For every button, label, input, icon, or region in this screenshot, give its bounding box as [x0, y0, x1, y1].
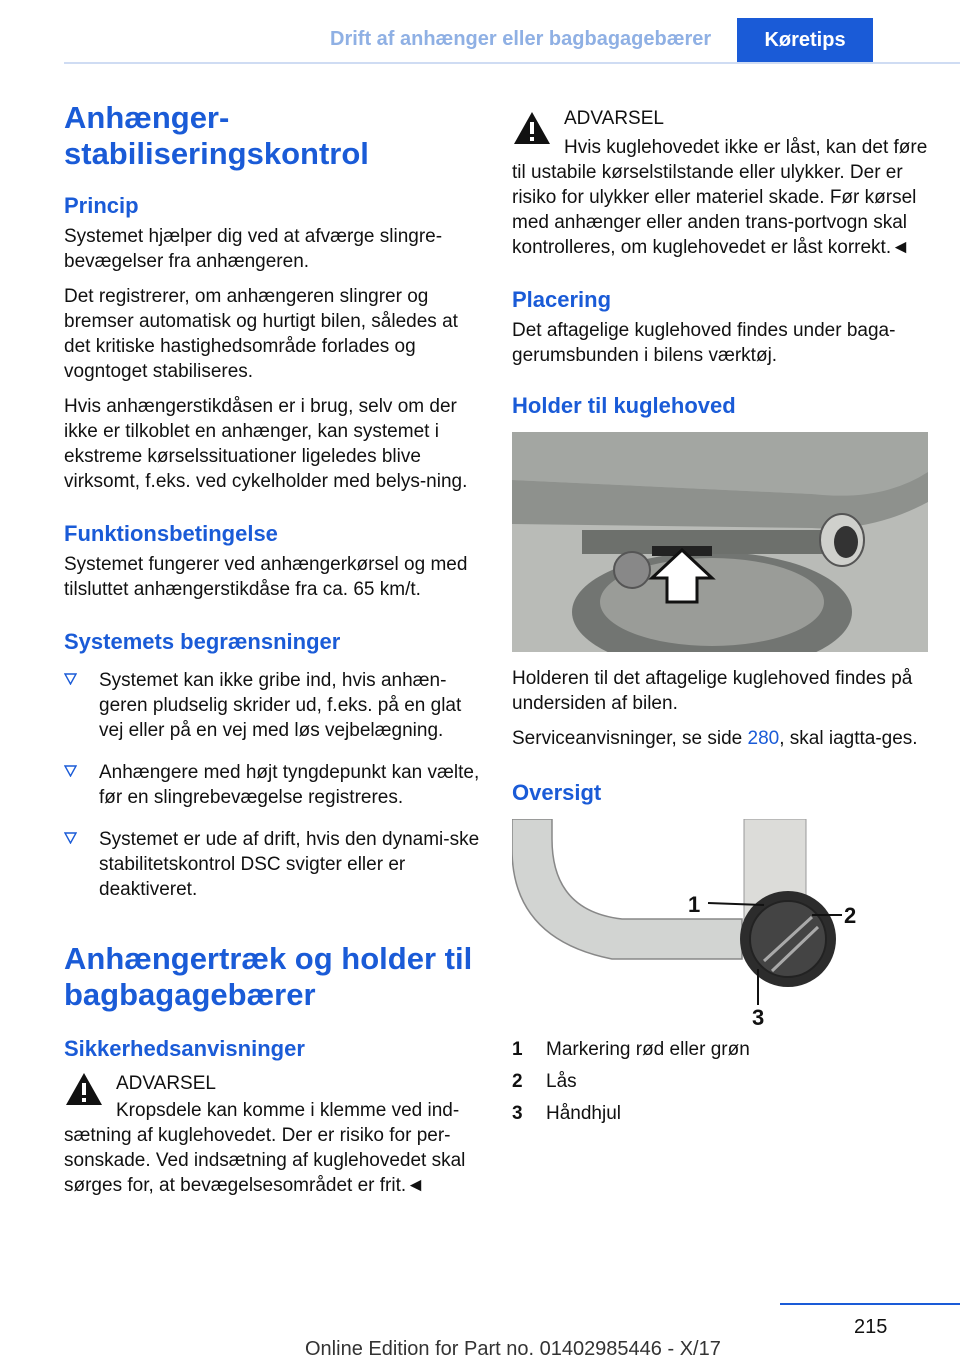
edition-footer: Online Edition for Part no. 01402985446 - X/17	[305, 1338, 721, 1360]
warning-label: ADVARSEL	[116, 1073, 216, 1094]
page-number: 215	[854, 1316, 888, 1338]
section-title-anhaengertraek: Anhængertræk og holder til bagbagagebærer	[64, 941, 473, 1012]
warning-block	[512, 106, 928, 260]
warning-label: ADVARSEL	[564, 108, 664, 129]
list-item: 2 Lås	[512, 1071, 577, 1092]
callout-2: 2	[844, 903, 857, 928]
list-item-text: Systemet er ude af drift, hvis den dynami-ske stabilitetskontrol DSC svigter eller er deaktiveret.	[99, 829, 480, 900]
heading-princip: Princip	[64, 193, 139, 218]
warning-triangle-icon	[512, 110, 552, 146]
right-column	[512, 106, 928, 1133]
left-column	[64, 100, 480, 1198]
list-item-text: Systemet kan ikke gribe ind, hvis anhæn-geren pludselig skrider ud, f.eks. på en glat vej eller på en vej med løs vejbelægning.	[99, 670, 462, 741]
ball-head-holder-image	[512, 432, 928, 652]
princip-paragraph-3: Hvis anhængerstikdåsen er i brug, selv om der ikke er tilkoblet en anhænger, kan systemet i ekstreme kørselssituationer ligeledes blive virksomt, f.eks. ved cykelholder med belys-ning.	[64, 396, 468, 492]
footer-rule	[780, 1303, 960, 1305]
heading-holder: Holder til kuglehoved	[512, 393, 736, 418]
list-item-text: Anhængere med højt tyngdepunkt kan vælte, før en slingrebevægelse registreres.	[99, 762, 480, 808]
triangle-bullet-icon	[64, 673, 77, 685]
holder-paragraph-2: Serviceanvisninger, se side 280, skal iagtta-ges.	[512, 728, 918, 749]
limitations-list	[64, 668, 480, 902]
heading-placering: Placering	[512, 287, 612, 312]
heading-funktionsbetingelse: Funktionsbetingelse	[64, 521, 278, 546]
heading-sikkerhed: Sikkerhedsanvisninger	[64, 1036, 305, 1061]
list-item: 3 Håndhjul	[512, 1103, 621, 1124]
heading-oversigt: Oversigt	[512, 780, 602, 805]
ball-head-overview-image	[512, 819, 928, 1029]
princip-paragraph-2: Det registrerer, om anhængeren slingrer og bremser automatisk og hurtigt bilen, således at det kritiske hastighedsområde forlades og vogntoget stabiliseres.	[64, 286, 458, 382]
header-chapter-tab[interactable]: Køretips	[737, 18, 873, 62]
triangle-bullet-icon	[64, 832, 77, 844]
header-divider	[64, 62, 960, 64]
page-link[interactable]: 280	[747, 728, 780, 749]
header-section-title: Drift af anhænger eller bagbagagebærer	[330, 28, 712, 50]
triangle-bullet-icon	[64, 765, 77, 777]
callout-1: 1	[688, 892, 701, 917]
heading-begraensninger: Systemets begrænsninger	[64, 629, 341, 654]
list-item	[64, 668, 480, 743]
list-item: 1 Markering rød eller grøn	[512, 1039, 750, 1060]
warning-text: Hvis kuglehovedet ikke er låst, kan det føre til ustabile kørselstilstande eller ulykker. Der er risiko for ulykker eller materiel skade. Før kørsel med anhænger eller anden trans-portvogn skal kontrolleres, om kuglehovedet er låst korrekt.◄	[512, 137, 928, 258]
funktion-paragraph: Systemet fungerer ved anhængerkørsel og med tilsluttet anhængerstikdåse fra ca. 65 km/t.	[64, 554, 468, 600]
warning-triangle-icon	[64, 1071, 104, 1107]
placering-paragraph: Det aftagelige kuglehoved findes under baga-gerumsbunden i bilens værktøj.	[512, 320, 896, 366]
section-title-stabilisation: Anhænger- stabiliseringskontrol	[64, 100, 369, 171]
warning-text: Kropsdele kan komme i klemme ved ind-sætning af kuglehovedet. Der er risiko for per-sonskade. Ved indsætning af kuglehovedet skal sørges for, at bevægelsesområdet er frit.◄	[64, 1100, 466, 1196]
holder-paragraph-1: Holderen til det aftagelige kuglehoved findes på undersiden af bilen.	[512, 668, 913, 714]
list-item	[64, 827, 480, 902]
warning-block	[64, 1071, 480, 1198]
princip-paragraph-1: Systemet hjælper dig ved at afværge slingre-bevægelser fra anhængeren.	[64, 226, 443, 272]
callout-3: 3	[752, 1005, 765, 1029]
list-item	[64, 760, 480, 810]
